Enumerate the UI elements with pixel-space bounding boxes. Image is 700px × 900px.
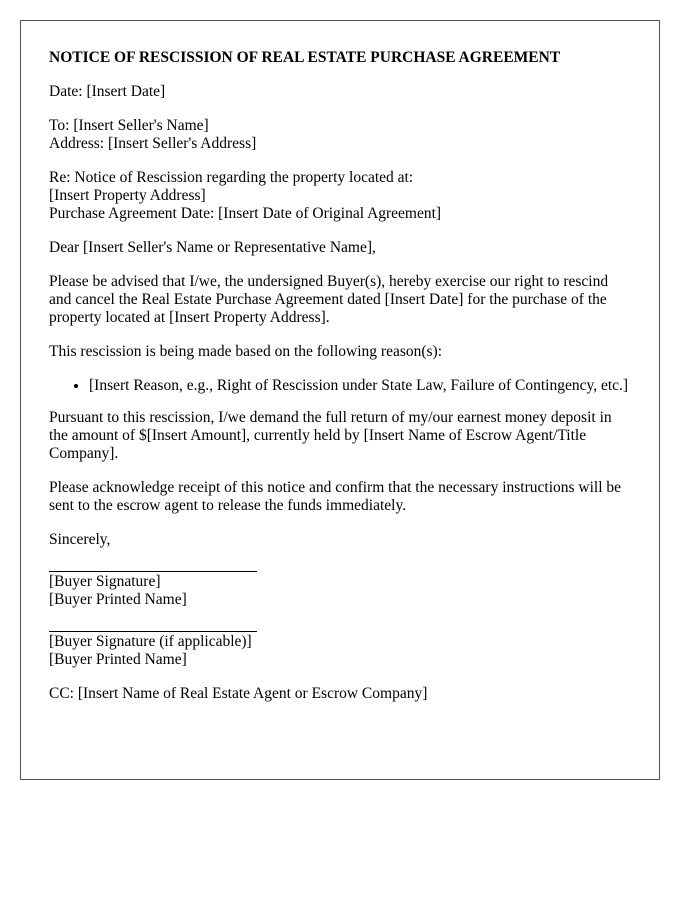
date-line: Date: [Insert Date] [49,83,166,100]
printed-name-label: [Buyer Printed Name] [49,591,187,608]
address-line: Address: [Insert Seller's Address] [49,135,257,152]
salutation: Dear [Insert Seller's Name or Representative Name], [49,239,376,256]
signature-block-2 [49,631,631,669]
cc-line: CC: [Insert Name of Real Estate Agent or Escrow Company] [49,685,428,702]
paragraph-rescission: Please be advised that I/we, the undersigned Buyer(s), hereby exercise our right to rescind and cancel the Real Estate Purchase Agreement dated [Insert Date] for the purchase of the property located at [Insert Property Address]. [49,273,609,326]
printed-name-label: [Buyer Printed Name] [49,651,187,668]
agreement-date-line: Purchase Agreement Date: [Insert Date of Original Agreement] [49,205,442,222]
signature-label: [Buyer Signature] [49,573,161,590]
signature-block-1 [49,571,631,609]
signature-label: [Buyer Signature (if applicable)] [49,633,252,650]
re-line: Re: Notice of Rescission regarding the property located at: [49,169,414,186]
to-line: To: [Insert Seller's Name] [49,117,209,134]
signature-line [49,571,257,572]
reasons-list [49,377,631,395]
paragraph-deposit: Pursuant to this rescission, I/we demand the full return of my/our earnest money deposit in the amount of $[Insert Amount], currently held by [Insert Name of Escrow Agent/Title Company]. [49,409,612,462]
list-item: • [Insert Reason, e.g., Right of Rescission under State Law, Failure of Contingency, etc.] [89,377,631,395]
property-line: [Insert Property Address] [49,187,206,204]
recipient-block [49,117,631,153]
signature-line [49,631,257,632]
document-page [20,20,660,780]
paragraph-reasons-intro: This rescission is being made based on the following reason(s): [49,343,443,360]
document-title: NOTICE OF RESCISSION OF REAL ESTATE PURCHASE AGREEMENT [49,49,561,66]
reference-block [49,169,631,223]
closing: Sincerely, [49,531,111,548]
paragraph-acknowledge: Please acknowledge receipt of this notice and confirm that the necessary instructions will be sent to the escrow agent to release the funds immediately. [49,479,622,514]
